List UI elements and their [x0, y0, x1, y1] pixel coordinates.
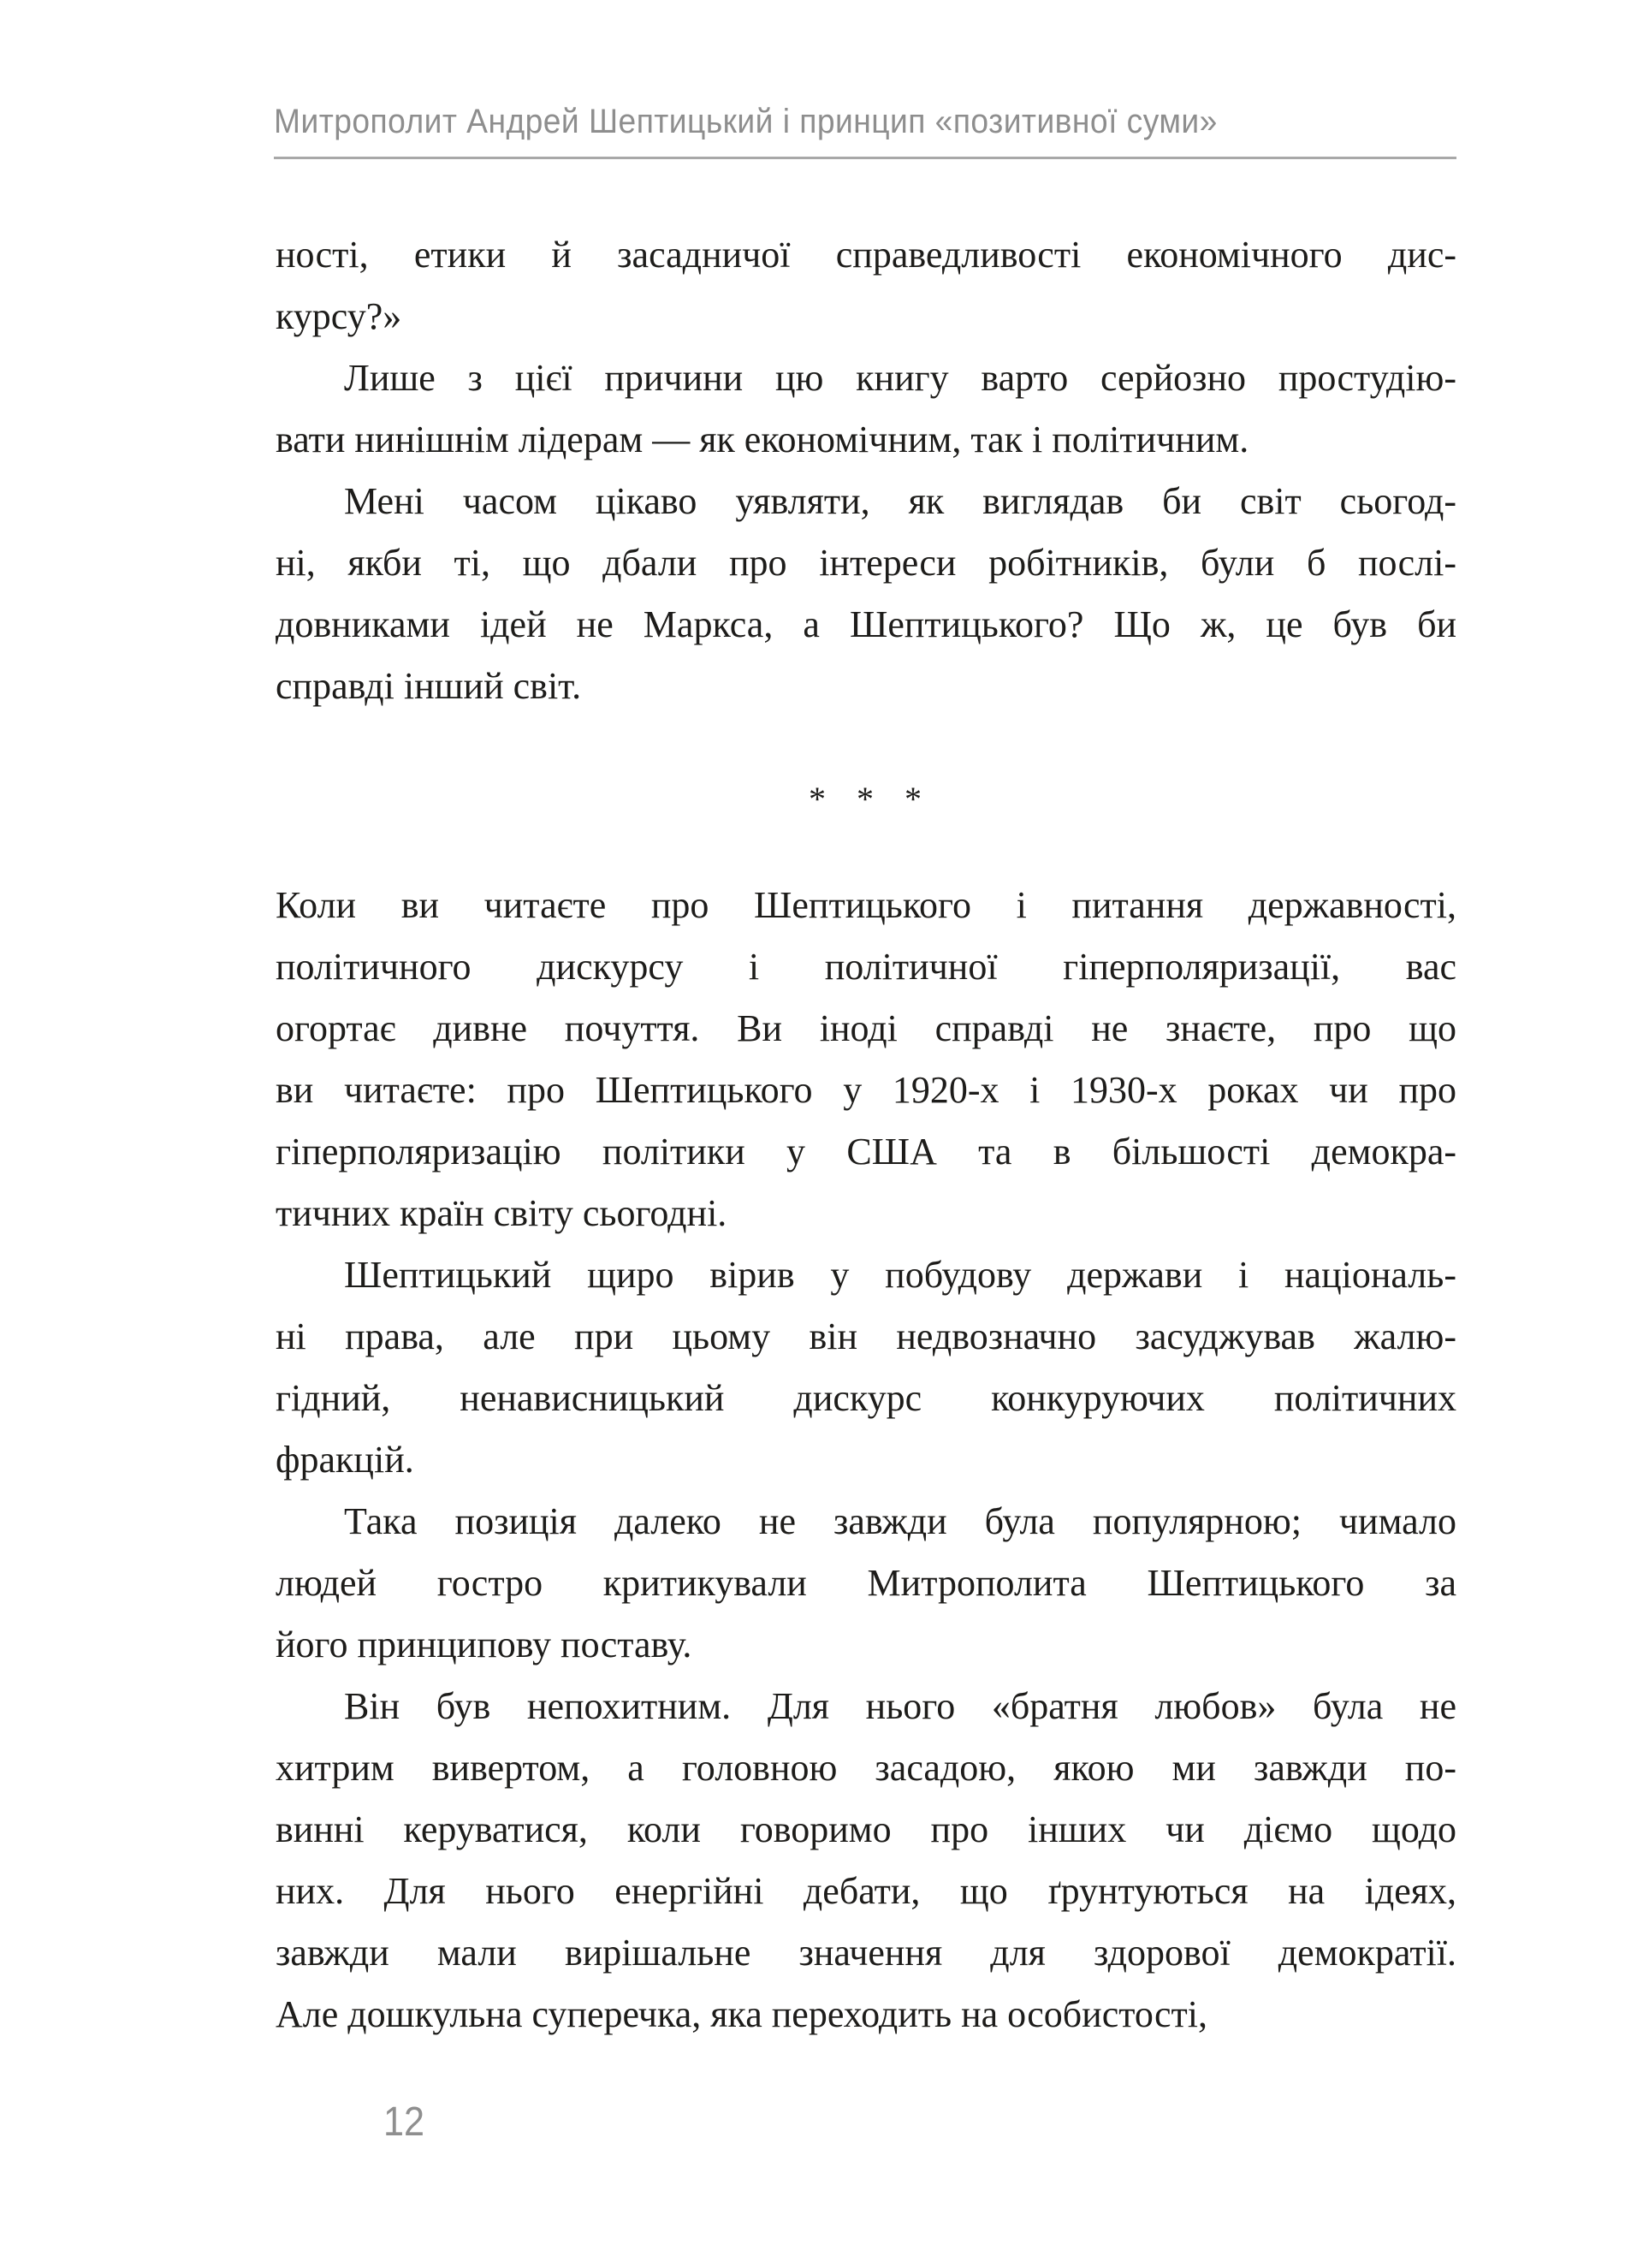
- section-separator: * * *: [809, 780, 923, 818]
- text-line: Мені часом цікаво уявляти, як виглядав би світ сьогод-: [344, 480, 1456, 522]
- paragraph: [276, 1676, 1456, 2045]
- text-line: Він був непохитним. Для нього «братня любов» була не: [344, 1685, 1456, 1727]
- running-header: Митрополит Андрей Шептицький і принцип «позитивної суми»: [274, 103, 1218, 140]
- text-line: ні права, але при цьому він недвозначно засуджував жалю-: [276, 1315, 1456, 1357]
- text-line: Така позиція далеко не завжди була популярною; чимало: [344, 1500, 1456, 1542]
- text-line: гіперполяризацію політики у США та в більшості демокра-: [276, 1131, 1456, 1173]
- text-line: людей гостро критикували Митрополита Шептицького за: [276, 1562, 1456, 1604]
- text-line: гідний, ненависницький дискурс конкуруючих політичних: [276, 1377, 1456, 1419]
- text-line: завжди мали вирішальне значення для здорової демократії.: [276, 1932, 1456, 1974]
- text-line: Лише з цієї причини цю книгу варто серйозно простудію-: [344, 357, 1456, 399]
- text-line: винні керуватися, коли говоримо про інших чи діємо щодо: [276, 1808, 1456, 1850]
- paragraph: [276, 1244, 1456, 1491]
- text-line: ні, якби ті, що дбали про інтереси робітників, були б послі-: [276, 542, 1456, 584]
- text-line: них. Для нього енергійні дебати, що ґрунтуються на ідеях,: [276, 1870, 1456, 1912]
- paragraph: [276, 1491, 1456, 1676]
- text-line: тичних країн світу сьогодні.: [276, 1192, 727, 1234]
- text-line: фракцій.: [276, 1439, 414, 1481]
- text-line: Але дошкульна суперечка, яка переходить на особистості,: [276, 1993, 1207, 2035]
- text-line: огортає дивне почуття. Ви іноді справді не знаєте, про що: [276, 1007, 1456, 1049]
- paragraph: [276, 875, 1456, 1244]
- page-number: 12: [383, 2099, 425, 2145]
- text-line: вати нинішнім лідерам — як економічним, так і політичним.: [276, 419, 1249, 460]
- text-line: ності, етики й засадничої справедливості економічного дис-: [276, 234, 1456, 276]
- text-line: Коли ви читаєте про Шептицького і питання державності,: [276, 884, 1456, 926]
- paragraph: [276, 347, 1456, 471]
- paragraph: [276, 224, 1456, 347]
- text-line: Шептицький щиро вірив у побудову держави і національ-: [344, 1254, 1456, 1296]
- text-line: хитрим вивертом, а головною засадою, якою ми завжди по-: [276, 1747, 1456, 1789]
- body-text: [276, 224, 1456, 2045]
- text-line: справді інший світ.: [276, 665, 582, 707]
- paragraph: [276, 471, 1456, 717]
- text-line: політичного дискурсу і політичної гіперполяризації, вас: [276, 946, 1456, 988]
- text-line: курсу?»: [276, 295, 402, 337]
- text-line: його принципову поставу.: [276, 1624, 692, 1665]
- text-line: довниками ідей не Маркса, а Шептицького? Що ж, це був би: [276, 603, 1456, 645]
- text-line: ви читаєте: про Шептицького у 1920-х і 1930-х роках чи про: [276, 1069, 1456, 1111]
- header-rule: [274, 157, 1456, 159]
